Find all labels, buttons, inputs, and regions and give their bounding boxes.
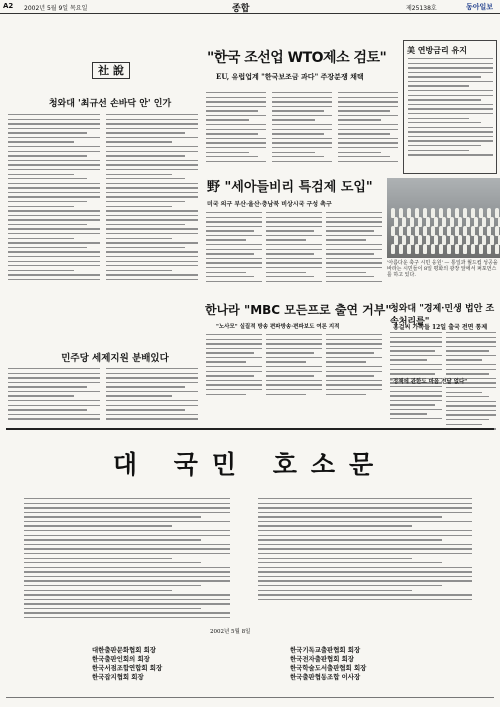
photo-figure — [474, 235, 478, 245]
wto-body-2 — [272, 92, 332, 162]
photo-figure — [474, 217, 478, 227]
photo-figure — [426, 217, 430, 227]
editorial-body-4 — [106, 368, 198, 420]
news-photo — [387, 178, 500, 258]
signatory: 한국학술도서출판협회 회장 — [290, 664, 367, 672]
editorial-body-3 — [8, 368, 100, 420]
photo-figure — [466, 235, 470, 245]
mbc-headline: 한나라 "MBC 모든프로 출연 거부" — [205, 303, 392, 317]
wto-headline: "한국 조선업 WTO제소 검토" — [207, 50, 387, 66]
photo-figure — [415, 244, 419, 254]
photo-figure — [394, 217, 398, 227]
photo-figure — [490, 217, 494, 227]
photo-figure — [418, 235, 422, 245]
feature-body-2 — [266, 212, 322, 282]
section-title: 종합 — [232, 4, 250, 14]
side-headline-2: "정책에 관한도 마음 전달 없다" — [390, 379, 468, 385]
photo-figure — [407, 244, 411, 254]
photo-figure — [442, 217, 446, 227]
signatory: 한국출판인회의 회장 — [92, 655, 150, 663]
photo-figure — [434, 235, 438, 245]
notice-date: 2002년 5월 8일 — [210, 629, 251, 635]
photo-figure — [410, 235, 414, 245]
signatories-right — [290, 646, 366, 682]
photo-figure — [482, 235, 486, 245]
photo-figure — [447, 244, 451, 254]
photo-figure — [471, 244, 475, 254]
mbc-body-1 — [206, 334, 262, 395]
notice-body-right — [258, 498, 472, 600]
signatory: 한국출판협동조합 이사장 — [290, 673, 361, 681]
photo-figure — [487, 244, 491, 254]
photo-figure — [423, 244, 427, 254]
photo-figure — [394, 235, 398, 245]
wto-subhead: EU, 유럽업계 "한국보조금 과다" 주장분쟁 채택 — [216, 72, 364, 81]
notice-title: 대 국민 호소문 — [112, 450, 388, 479]
side-headline-1: 홍걸씨 가족들 12일 출국 전면 통제 — [393, 324, 488, 331]
photo-figure — [450, 235, 454, 245]
photo-figure — [418, 217, 422, 227]
photo-figure — [391, 244, 395, 254]
bottom-rule — [6, 697, 494, 698]
photo-figure — [495, 244, 499, 254]
photo-figure — [466, 217, 470, 227]
notice-body-left — [24, 498, 230, 618]
photo-figure — [402, 235, 406, 245]
feature-body-1 — [206, 212, 262, 282]
issue-number: 제25138호 — [406, 5, 437, 12]
blue-house-body-1 — [390, 332, 442, 384]
wto-body-1 — [206, 92, 266, 162]
photo-figure — [442, 235, 446, 245]
photo-figure — [455, 244, 459, 254]
feature-subhead: 미국 의구 부산·울산·충남북 비상시국 구성 촉구 — [207, 201, 332, 208]
photo-figure — [490, 235, 494, 245]
page-header — [0, 0, 500, 14]
editorial-body-2 — [106, 114, 198, 280]
signatory: 한국잡지협회 회장 — [92, 673, 144, 681]
photo-figure — [482, 217, 486, 227]
photo-figure — [439, 244, 443, 254]
blue-house-body-3 — [390, 386, 442, 419]
signatories-left — [92, 646, 162, 682]
newspaper-logo: 동아일보 — [466, 3, 494, 11]
right-column-headline: 美 연방금리 유지 — [407, 45, 467, 55]
photo-figure — [458, 217, 462, 227]
wto-body-3 — [338, 92, 398, 162]
editorial-headline-1: 청와대 '최규선 손바닥 안' 인가 — [48, 99, 172, 109]
mbc-body-2 — [266, 334, 322, 395]
photo-figure — [410, 217, 414, 227]
signatory: 한국서점조합연합회 회장 — [92, 664, 163, 672]
right-column-body — [408, 58, 493, 156]
signatory: 대한출판문화협회 회장 — [92, 646, 156, 654]
signatory: 한국전자출판협회 회장 — [290, 655, 354, 663]
page-number: A2 — [3, 2, 14, 10]
photo-figure — [426, 235, 430, 245]
editorial-body-1 — [8, 114, 100, 280]
signatory: 한국기독교출판협회 회장 — [290, 646, 361, 654]
photo-figure — [431, 244, 435, 254]
feature-body-3 — [326, 212, 382, 282]
photo-figure — [479, 244, 483, 254]
feature-headline: 野 "세아들비리 특검제 도입" — [207, 180, 373, 195]
blue-house-headline: 청와대 "경제·민생 법안 조속처리를" — [390, 304, 495, 327]
issue-date: 2002년 5월 9일 목요일 — [24, 5, 88, 12]
photo-figure — [463, 244, 467, 254]
photo-caption: '아름다운 축구 시민 응원' — 통일과 월드컵 성공을 바라는 시민들이 8일 평화의 광장 앞에서 퍼포먼스를 하고 있다. — [387, 260, 498, 278]
photo-figure — [458, 235, 462, 245]
photo-figure — [450, 217, 454, 227]
mbc-body-3 — [326, 334, 382, 395]
mbc-subhead: "노사모" 실질적 방송 편파방송·편파보도 여론 지적 — [216, 324, 340, 330]
editorial-tag: 社 說 — [92, 62, 130, 79]
editorial-headline-2: 민주당 세제지원 분배있다 — [61, 353, 169, 364]
photo-figure — [399, 244, 403, 254]
photo-figure — [434, 217, 438, 227]
photo-figure — [402, 217, 406, 227]
